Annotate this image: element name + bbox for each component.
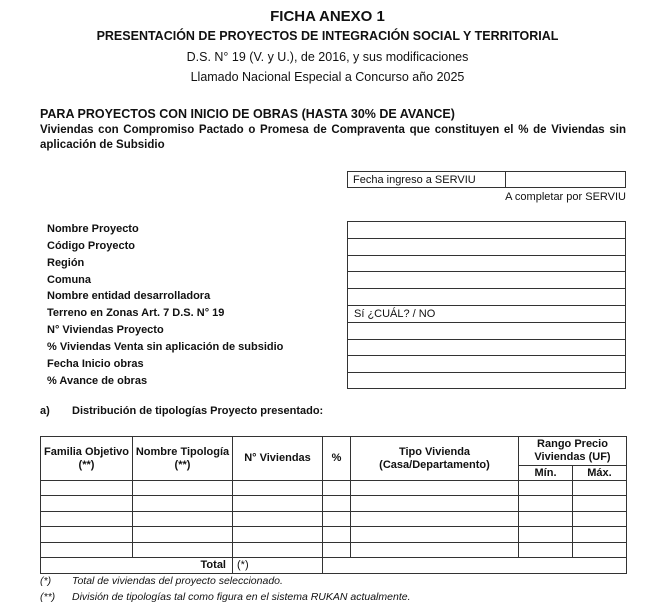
table-cell[interactable] <box>233 511 323 526</box>
table-cell[interactable] <box>519 542 573 557</box>
table-cell[interactable] <box>573 527 627 542</box>
typology-table <box>40 436 627 574</box>
table-cell[interactable] <box>133 511 233 526</box>
table-cell[interactable] <box>133 542 233 557</box>
table-cell[interactable] <box>351 542 519 557</box>
field-label-entidad: Nombre entidad desarrolladora <box>47 290 211 302</box>
table-cell[interactable] <box>351 481 519 496</box>
table-cell[interactable] <box>573 511 627 526</box>
table-cell[interactable] <box>41 527 133 542</box>
table-cell[interactable] <box>323 511 351 526</box>
field-label-avance: % Avance de obras <box>47 375 148 387</box>
header-familia: Familia Objetivo (**) <box>41 437 133 481</box>
serviu-date-field[interactable] <box>505 171 626 188</box>
field-label-terreno: Terreno en Zonas Art. 7 D.S. N° 19 <box>47 307 225 319</box>
section-a-letter: a) <box>40 405 50 417</box>
table-cell[interactable] <box>233 542 323 557</box>
field-label-fecha-inicio: Fecha Inicio obras <box>47 358 144 370</box>
field-label-comuna: Comuna <box>47 274 91 286</box>
table-cell[interactable] <box>323 542 351 557</box>
field-input-region[interactable] <box>347 255 626 272</box>
table-cell[interactable] <box>351 496 519 511</box>
table-cell[interactable] <box>233 481 323 496</box>
table-cell[interactable] <box>519 496 573 511</box>
table-cell[interactable] <box>133 496 233 511</box>
table-cell[interactable] <box>519 511 573 526</box>
table-cell[interactable] <box>323 527 351 542</box>
table-cell[interactable] <box>133 481 233 496</box>
header-tipo-vivienda: Tipo Vivienda (Casa/Departamento) <box>351 437 519 481</box>
table-cell[interactable] <box>41 542 133 557</box>
footnote-1-text: Total de viviendas del proyecto seleccionado. <box>72 575 283 587</box>
footnote-2-mark: (**) <box>40 591 56 603</box>
table-cell[interactable] <box>573 496 627 511</box>
section-title: PARA PROYECTOS CON INICIO DE OBRAS (HASTA 30% DE AVANCE) <box>40 107 455 121</box>
table-cell[interactable] <box>233 527 323 542</box>
serviu-date-label: Fecha ingreso a SERVIU <box>347 171 506 188</box>
field-label-region: Región <box>47 257 85 269</box>
table-cell[interactable] <box>133 527 233 542</box>
table-cell[interactable] <box>41 481 133 496</box>
decree-reference: D.S. N° 19 (V. y U.), de 2016, y sus modificaciones <box>186 50 469 64</box>
table-cell[interactable] <box>573 481 627 496</box>
table-cell[interactable] <box>323 496 351 511</box>
table-row <box>41 496 627 511</box>
header-max: Máx. <box>573 466 627 481</box>
field-label-nombre-proyecto: Nombre Proyecto <box>47 223 139 235</box>
total-empty-cell <box>323 557 627 573</box>
total-value[interactable]: (*) <box>233 557 323 573</box>
field-input-nombre-proyecto[interactable] <box>347 221 626 238</box>
section-a-title: Distribución de tipologías Proyecto presentado: <box>72 405 324 417</box>
footnote-1 <box>40 575 283 587</box>
table-cell[interactable] <box>323 481 351 496</box>
field-label-codigo-proyecto: Código Proyecto <box>47 240 136 252</box>
table-cell[interactable] <box>233 496 323 511</box>
field-input-entidad[interactable] <box>347 288 626 305</box>
header-pct: % <box>323 437 351 481</box>
table-row <box>41 527 627 542</box>
footnote-2 <box>40 591 411 603</box>
footnote-2-text: División de tipologías tal como figura en el sistema RUKAN actualmente. <box>72 591 411 603</box>
table-row <box>41 542 627 557</box>
footnote-1-mark: (*) <box>40 575 52 587</box>
project-fields-column <box>347 221 626 389</box>
table-row <box>41 511 627 526</box>
field-label-pct-viviendas: % Viviendas Venta sin aplicación de subsidio <box>47 341 284 353</box>
field-input-comuna[interactable] <box>347 271 626 288</box>
field-input-pct-viviendas[interactable] <box>347 339 626 356</box>
table-cell[interactable] <box>519 527 573 542</box>
table-header-row <box>41 437 627 466</box>
document-subtitle: PRESENTACIÓN DE PROYECTOS DE INTEGRACIÓN SOCIAL Y TERRITORIAL <box>96 29 559 43</box>
table-cell[interactable] <box>573 542 627 557</box>
call-reference: Llamado Nacional Especial a Concurso año 2025 <box>190 70 465 84</box>
field-input-avance[interactable] <box>347 372 626 389</box>
header-n-viviendas: N° Viviendas <box>233 437 323 481</box>
table-cell[interactable] <box>41 496 133 511</box>
total-label: Total <box>41 557 233 573</box>
section-subtitle: Viviendas con Compromiso Pactado o Promesa de Compraventa que constituyen el % de Viviendas sin aplicación de Subsidio <box>40 124 626 151</box>
header-nombre-tipologia: Nombre Tipología (**) <box>133 437 233 481</box>
field-input-n-viviendas[interactable] <box>347 322 626 339</box>
header-rango-precio: Rango Precio Viviendas (UF) <box>519 437 627 466</box>
serviu-note: A completar por SERVIU <box>505 191 626 203</box>
field-input-fecha-inicio[interactable] <box>347 355 626 372</box>
table-cell[interactable] <box>41 511 133 526</box>
field-label-n-viviendas: N° Viviendas Proyecto <box>47 324 164 336</box>
table-cell[interactable] <box>351 511 519 526</box>
table-row <box>41 481 627 496</box>
table-total-row <box>41 557 627 573</box>
table-cell[interactable] <box>519 481 573 496</box>
field-input-codigo-proyecto[interactable] <box>347 238 626 255</box>
table-cell[interactable] <box>351 527 519 542</box>
field-input-terreno[interactable]: Sí ¿CUÁL? / NO <box>347 305 626 322</box>
document-title: FICHA ANEXO 1 <box>270 8 385 25</box>
header-min: Mín. <box>519 466 573 481</box>
